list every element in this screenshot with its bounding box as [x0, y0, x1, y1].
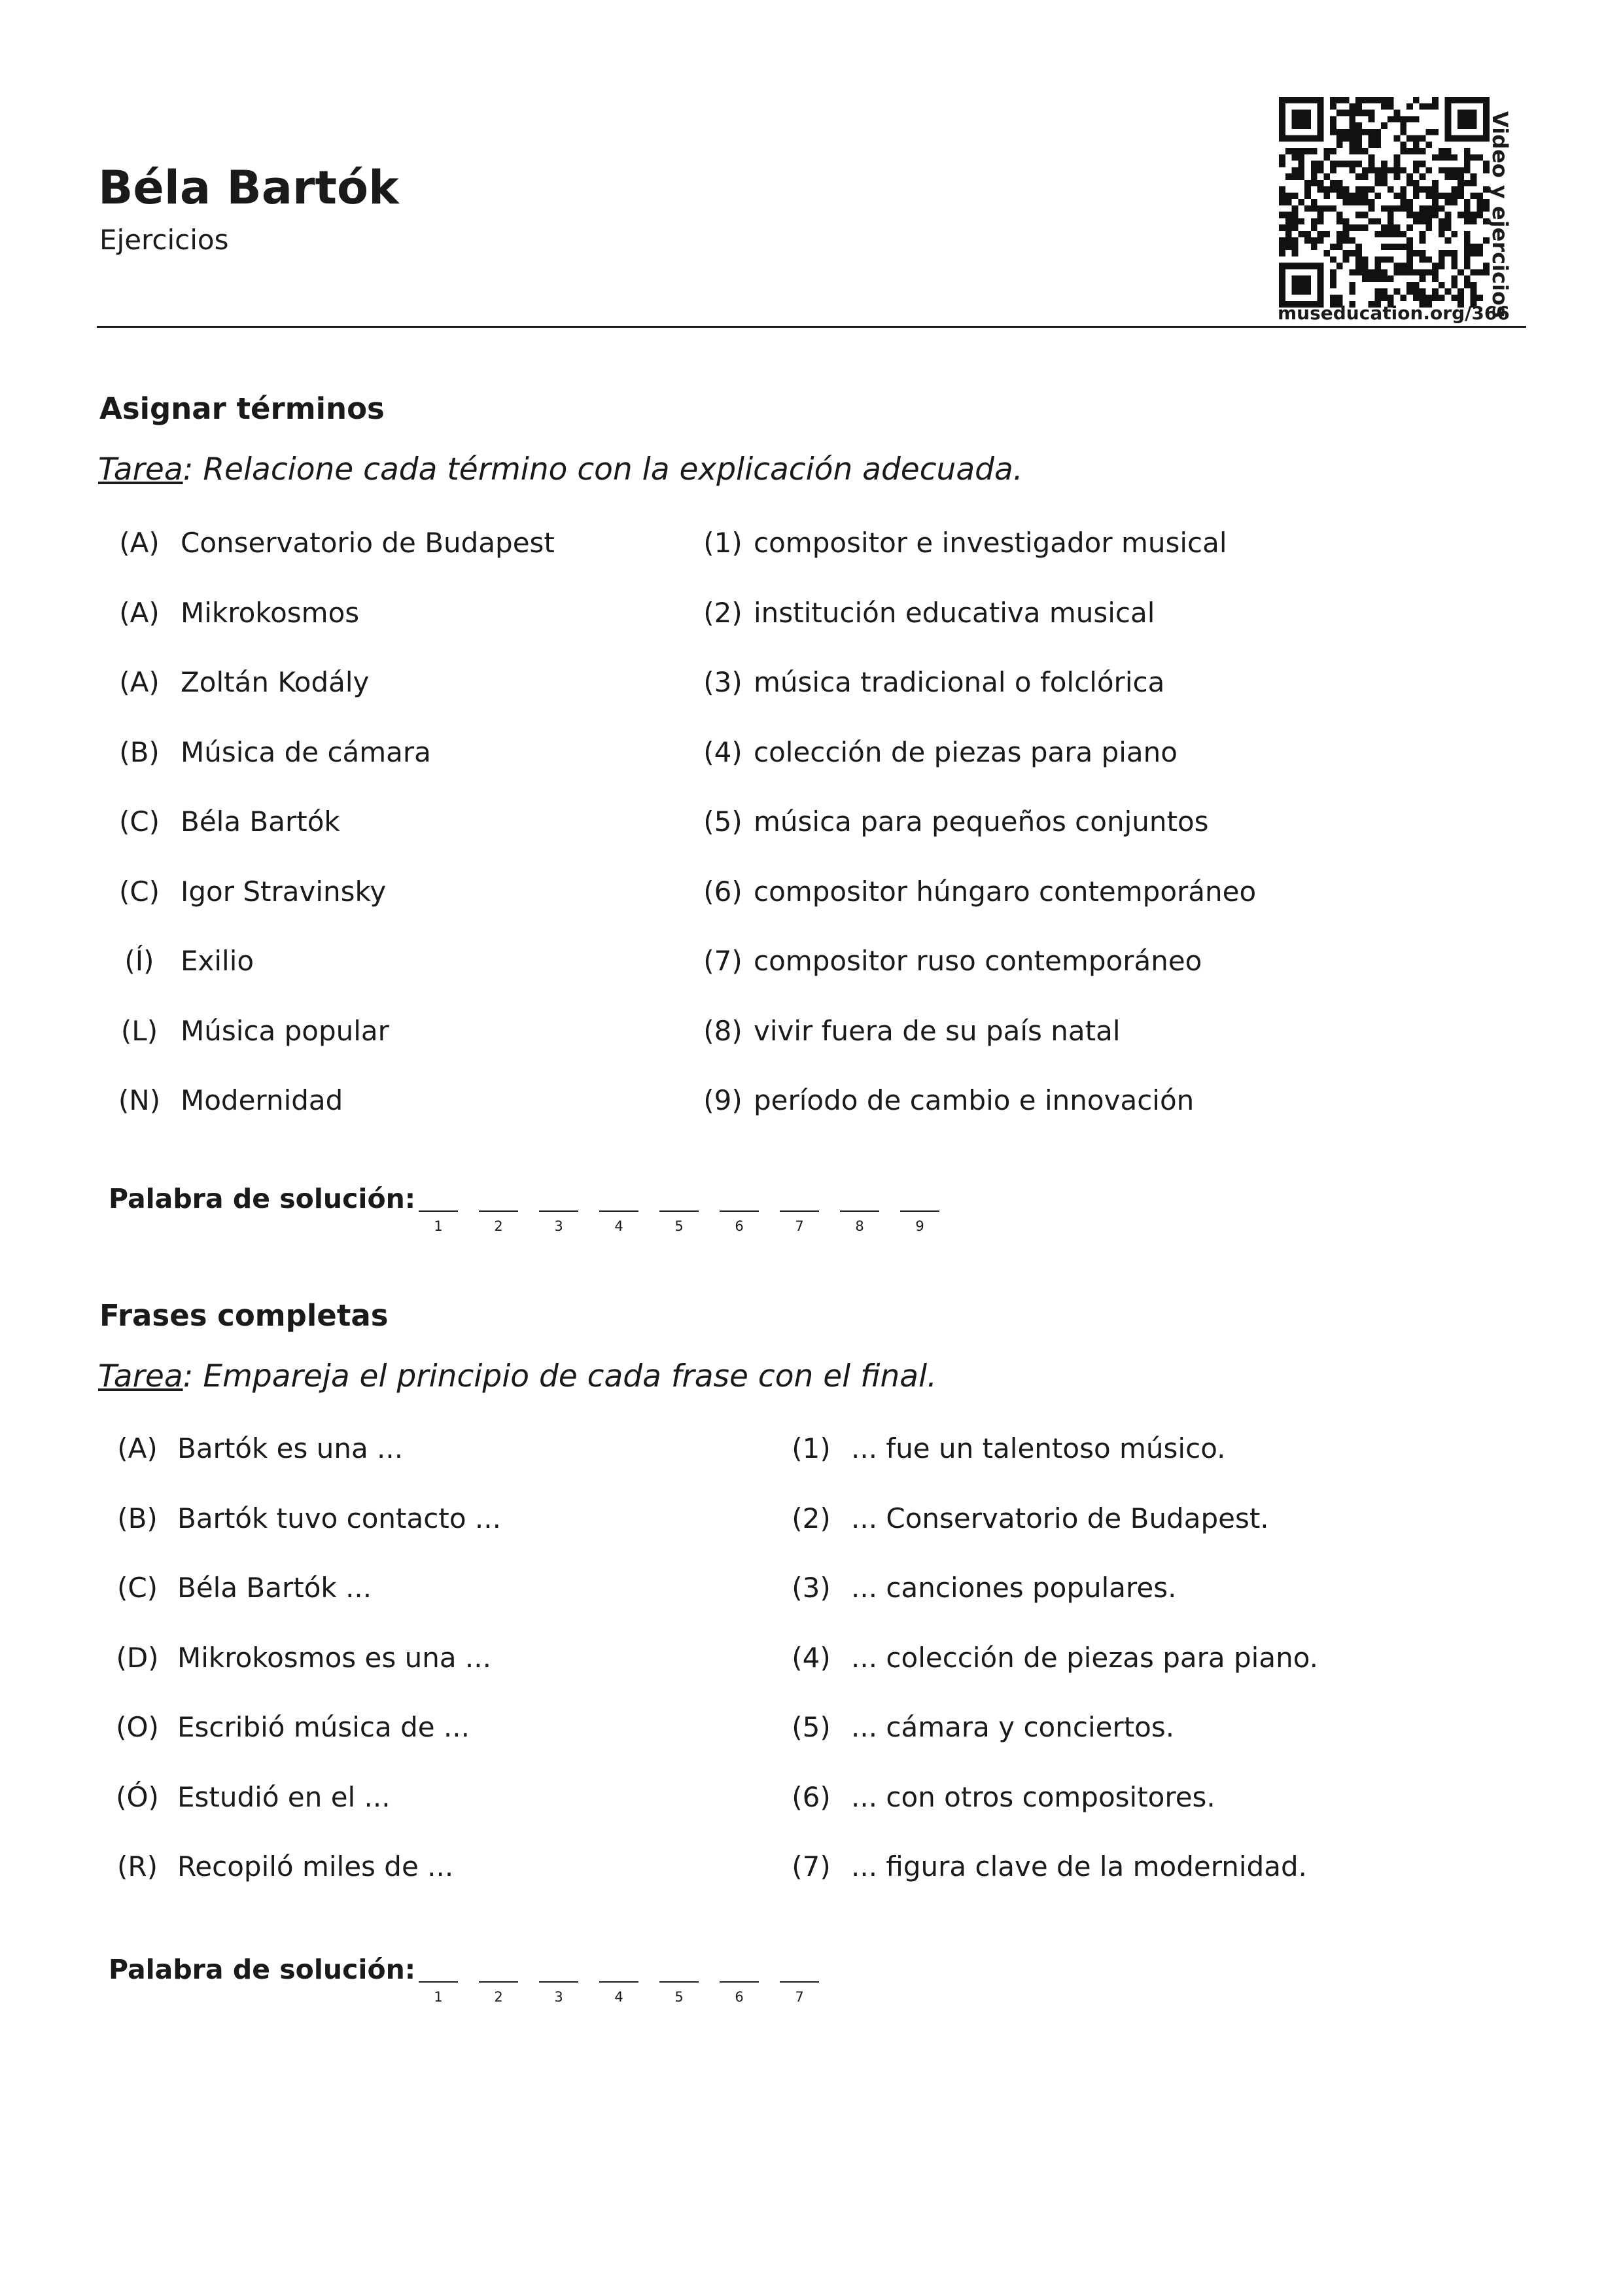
solution-blank[interactable] — [780, 1981, 819, 1983]
left-item-text: Modernidad — [181, 1084, 343, 1116]
solution-blank-number: 5 — [674, 1989, 684, 2005]
left-item-text: Igor Stravinsky — [181, 875, 387, 908]
right-item-text: compositor e investigador musical — [754, 527, 1227, 559]
solution-blank[interactable] — [659, 1210, 699, 1212]
right-item-text: ... colección de piezas para piano. — [851, 1641, 1318, 1674]
solution-blank[interactable] — [539, 1981, 578, 1983]
right-item-label: (7) — [792, 1850, 831, 1882]
header-divider — [97, 326, 1526, 328]
solution-blank-number: 7 — [795, 1218, 804, 1234]
section-title-assign: Asignar términos — [99, 391, 385, 426]
left-item-text: Estudió en el ... — [177, 1780, 391, 1813]
right-item-text: institución educativa musical — [754, 596, 1155, 629]
right-item-label: (3) — [792, 1572, 831, 1604]
right-item-label: (5) — [703, 805, 742, 838]
solution-blank-number: 6 — [735, 1989, 744, 2005]
right-item-label: (5) — [792, 1711, 831, 1743]
solution-blank[interactable] — [479, 1981, 518, 1983]
solution-blank-number: 3 — [554, 1989, 563, 2005]
left-item-label: (D) — [116, 1641, 159, 1674]
right-item-label: (6) — [703, 875, 742, 908]
left-item-text: Música de cámara — [181, 735, 431, 768]
left-item-label: (A) — [119, 527, 160, 559]
task-text: : Relacione cada término con la explicación adecuada. — [183, 451, 1023, 487]
left-item-text: Bartók es una ... — [177, 1432, 404, 1464]
qr-url: museducation.org/366 — [1278, 302, 1510, 324]
right-item-text: compositor ruso contemporáneo — [754, 945, 1202, 977]
right-item-text: colección de piezas para piano — [754, 735, 1178, 768]
right-item-label: (9) — [703, 1084, 742, 1116]
left-item-label: (B) — [119, 735, 160, 768]
right-item-label: (3) — [703, 666, 742, 698]
left-item-text: Conservatorio de Budapest — [181, 527, 555, 559]
right-item-label: (6) — [792, 1780, 831, 1813]
right-item-text: ... cámara y conciertos. — [851, 1711, 1175, 1743]
solution-blank-number: 2 — [494, 1989, 503, 2005]
solution-blank-number: 4 — [614, 1989, 623, 2005]
right-item-text: ... Conservatorio de Budapest. — [851, 1502, 1269, 1534]
left-item-label: (B) — [117, 1502, 158, 1534]
solution-blank-number: 9 — [915, 1218, 924, 1234]
right-item-label: (1) — [792, 1432, 831, 1464]
right-item-text: compositor húngaro contemporáneo — [754, 875, 1257, 908]
right-item-text: ... figura clave de la modernidad. — [851, 1850, 1307, 1882]
right-item-text: vivir fuera de su país natal — [754, 1014, 1121, 1047]
solution-blank-number: 5 — [674, 1218, 684, 1234]
left-item-text: Música popular — [181, 1014, 389, 1047]
left-item-label: (C) — [116, 1572, 158, 1604]
qr-code-icon — [1279, 97, 1490, 308]
left-item-label: (C) — [118, 805, 160, 838]
right-item-text: ... fue un talentoso músico. — [851, 1432, 1226, 1464]
solution-blank[interactable] — [780, 1210, 819, 1212]
solution-blank[interactable] — [599, 1981, 638, 1983]
left-item-label: (C) — [118, 875, 160, 908]
right-item-text: ... canciones populares. — [851, 1572, 1177, 1604]
right-item-label: (1) — [703, 527, 742, 559]
right-item-label: (4) — [703, 735, 742, 768]
task-label: Tarea — [98, 451, 183, 487]
task-instruction-sentences — [98, 1358, 937, 1394]
task-text: : Empareja el principio de cada frase con el final. — [183, 1358, 937, 1394]
solution-blank-number: 7 — [795, 1989, 804, 2005]
left-item-label: (Ó) — [116, 1780, 159, 1813]
left-item-label: (L) — [120, 1014, 158, 1047]
left-item-text: Mikrokosmos — [181, 596, 360, 629]
solution-blank[interactable] — [539, 1210, 578, 1212]
left-item-label: (A) — [117, 1432, 158, 1464]
left-item-text: Béla Bartók ... — [177, 1572, 372, 1604]
solution-label: Palabra de solución: — [109, 1954, 416, 1985]
right-item-label: (2) — [703, 596, 742, 629]
solution-blank-number: 1 — [434, 1218, 443, 1234]
page-subtitle: Ejercicios — [99, 224, 229, 256]
solution-blank-number: 3 — [554, 1218, 563, 1234]
section-title-sentences: Frases completas — [99, 1298, 389, 1333]
right-item-text: música tradicional o folclórica — [754, 666, 1165, 698]
left-item-text: Zoltán Kodály — [181, 666, 370, 698]
solution-blank-number: 2 — [494, 1218, 503, 1234]
page-title: Béla Bartók — [98, 161, 399, 215]
right-item-text: ... con otros compositores. — [851, 1780, 1215, 1813]
task-instruction-assign — [98, 451, 1023, 487]
solution-blank-number: 6 — [735, 1218, 744, 1234]
solution-label: Palabra de solución: — [109, 1183, 416, 1214]
solution-blank[interactable] — [479, 1210, 518, 1212]
left-item-label: (O) — [116, 1711, 159, 1743]
solution-blank[interactable] — [419, 1981, 458, 1983]
left-item-text: Escribió música de ... — [177, 1711, 470, 1743]
solution-blank-number: 8 — [855, 1218, 864, 1234]
left-item-label: (R) — [117, 1850, 158, 1882]
solution-blank-number: 4 — [614, 1218, 623, 1234]
right-item-label: (2) — [792, 1502, 831, 1534]
solution-blank[interactable] — [720, 1981, 759, 1983]
left-item-text: Recopiló miles de ... — [177, 1850, 454, 1882]
right-item-label: (4) — [792, 1641, 831, 1674]
solution-blank[interactable] — [900, 1210, 939, 1212]
left-item-label: (A) — [119, 596, 160, 629]
left-item-label: (N) — [118, 1084, 161, 1116]
left-item-text: Béla Bartók — [181, 805, 340, 838]
right-item-text: música para pequeños conjuntos — [754, 805, 1209, 838]
right-item-label: (8) — [703, 1014, 742, 1047]
right-item-text: período de cambio e innovación — [754, 1084, 1195, 1116]
qr-side-label-wrap — [1488, 111, 1623, 318]
left-item-text: Bartók tuvo contacto ... — [177, 1502, 501, 1534]
left-item-text: Exilio — [181, 945, 254, 977]
left-item-label: (Í) — [124, 945, 154, 977]
left-item-text: Mikrokosmos es una ... — [177, 1641, 491, 1674]
qr-side-label: Video y ejercicios — [1488, 111, 1512, 318]
solution-blank[interactable] — [720, 1210, 759, 1212]
left-item-label: (A) — [119, 666, 160, 698]
solution-blank-number: 1 — [434, 1989, 443, 2005]
task-label: Tarea — [98, 1358, 183, 1394]
right-item-label: (7) — [703, 945, 742, 977]
solution-blank[interactable] — [659, 1981, 699, 1983]
solution-blank[interactable] — [599, 1210, 638, 1212]
solution-blank[interactable] — [419, 1210, 458, 1212]
solution-blank[interactable] — [840, 1210, 879, 1212]
